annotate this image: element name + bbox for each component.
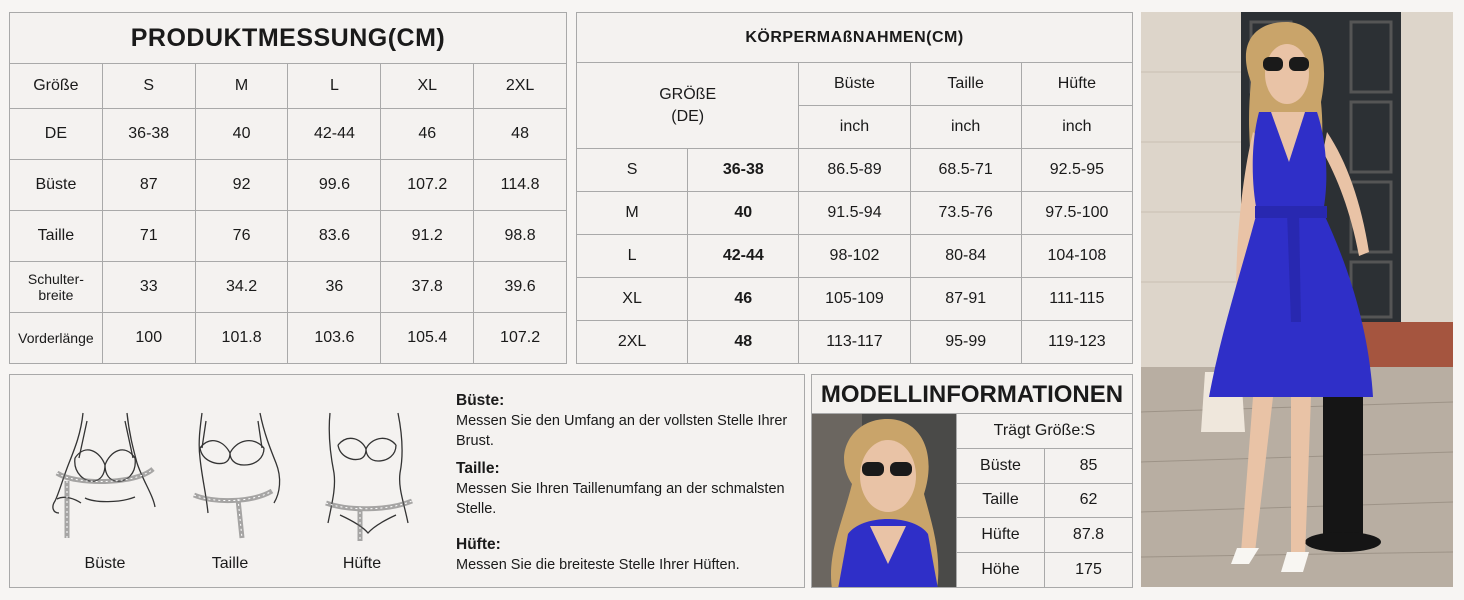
cell: 37.8 xyxy=(381,261,474,312)
table-row xyxy=(10,210,567,261)
table-row xyxy=(10,261,567,312)
cell: 80-84 xyxy=(910,235,1021,278)
row-label: DE xyxy=(10,108,103,159)
cell: 98-102 xyxy=(799,235,910,278)
cell: 103.6 xyxy=(288,312,381,363)
size-cell: L xyxy=(577,235,688,278)
cell: 97.5-100 xyxy=(1021,192,1132,235)
waist-figure-label: Taille xyxy=(211,555,249,572)
body-header-waist: Taille xyxy=(910,63,1021,106)
bust-figure-icon xyxy=(45,403,165,543)
row-label: Schulter- breite xyxy=(10,261,103,312)
cell: 100 xyxy=(102,312,195,363)
cell: 86.5-89 xyxy=(799,149,910,192)
cell: 39.6 xyxy=(474,261,567,312)
model-info-table xyxy=(956,413,1133,588)
cell: 73.5-76 xyxy=(910,192,1021,235)
body-header-bust: Büste xyxy=(799,63,910,106)
model-portrait-image xyxy=(811,413,957,588)
cell: 34.2 xyxy=(195,261,288,312)
cell: 71 xyxy=(102,210,195,261)
table-row xyxy=(577,192,1133,235)
table-row xyxy=(10,108,567,159)
bust-instruction-heading: Büste: xyxy=(456,392,505,409)
model-info-panel xyxy=(811,374,1133,588)
product-table-title: PRODUKTMESSUNG(CM) xyxy=(10,13,567,64)
body-measurement-panel xyxy=(576,12,1133,364)
bust-figure-label: Büste xyxy=(84,555,126,572)
cell: 107.2 xyxy=(474,312,567,363)
model-value: 175 xyxy=(1045,553,1133,588)
cell: 91.5-94 xyxy=(799,192,910,235)
de-cell: 46 xyxy=(688,278,799,321)
model-value: 62 xyxy=(1045,483,1133,518)
product-header-xl: XL xyxy=(381,64,474,109)
cell: 101.8 xyxy=(195,312,288,363)
product-header-2xl: 2XL xyxy=(474,64,567,109)
model-wears-size: Trägt Größe:S xyxy=(957,414,1133,449)
product-measurement-panel xyxy=(9,12,567,364)
measuring-guide-panel xyxy=(9,374,805,588)
de-cell: 40 xyxy=(688,192,799,235)
cell: 111-115 xyxy=(1021,278,1132,321)
table-row xyxy=(577,321,1133,364)
body-header-hip: Hüfte xyxy=(1021,63,1132,106)
table-row xyxy=(10,312,567,363)
model-label: Taille xyxy=(957,483,1045,518)
de-cell: 42-44 xyxy=(688,235,799,278)
table-row xyxy=(577,235,1133,278)
cell: 105-109 xyxy=(799,278,910,321)
hip-instruction-text: Messen Sie die breiteste Stelle Ihrer Hüften. xyxy=(456,557,740,573)
hip-instruction xyxy=(456,535,796,575)
cell: 33 xyxy=(102,261,195,312)
hip-figure-label: Hüfte xyxy=(342,555,382,572)
cell: 105.4 xyxy=(381,312,474,363)
cell: 91.2 xyxy=(381,210,474,261)
cell: 119-123 xyxy=(1021,321,1132,364)
body-unit-waist: inch xyxy=(910,106,1021,149)
row-label: Taille xyxy=(10,210,103,261)
table-row xyxy=(957,518,1133,553)
size-cell: S xyxy=(577,149,688,192)
cell: 107.2 xyxy=(381,159,474,210)
de-cell: 36-38 xyxy=(688,149,799,192)
size-cell: M xyxy=(577,192,688,235)
cell: 76 xyxy=(195,210,288,261)
table-row xyxy=(957,483,1133,518)
cell: 36 xyxy=(288,261,381,312)
cell: 98.8 xyxy=(474,210,567,261)
bust-instruction-text: Messen Sie den Umfang an der vollsten Stelle Ihrer Brust. xyxy=(456,413,788,449)
bust-instruction xyxy=(456,391,796,451)
model-label: Büste xyxy=(957,448,1045,483)
cell: 95-99 xyxy=(910,321,1021,364)
cell: 48 xyxy=(474,108,567,159)
table-row xyxy=(10,159,567,210)
de-cell: 48 xyxy=(688,321,799,364)
waist-figure-icon xyxy=(172,403,292,543)
product-photo xyxy=(1141,12,1453,587)
model-value: 87.8 xyxy=(1045,518,1133,553)
size-cell: 2XL xyxy=(577,321,688,364)
table-row xyxy=(577,278,1133,321)
body-unit-bust: inch xyxy=(799,106,910,149)
table-row xyxy=(957,553,1133,588)
waist-instruction xyxy=(456,459,796,519)
table-row xyxy=(957,448,1133,483)
cell: 36-38 xyxy=(102,108,195,159)
size-cell: XL xyxy=(577,278,688,321)
cell: 46 xyxy=(381,108,474,159)
cell: 114.8 xyxy=(474,159,567,210)
cell: 104-108 xyxy=(1021,235,1132,278)
row-label: Büste xyxy=(10,159,103,210)
model-label: Höhe xyxy=(957,553,1045,588)
product-header-size: Größe xyxy=(10,64,103,109)
cell: 87 xyxy=(102,159,195,210)
hip-figure-icon xyxy=(308,403,428,543)
model-value: 85 xyxy=(1045,448,1133,483)
cell: 87-91 xyxy=(910,278,1021,321)
waist-instruction-heading: Taille: xyxy=(456,460,500,477)
table-row xyxy=(577,149,1133,192)
cell: 92.5-95 xyxy=(1021,149,1132,192)
product-header-m: M xyxy=(195,64,288,109)
row-label: Vorderlänge xyxy=(10,312,103,363)
product-header-l: L xyxy=(288,64,381,109)
product-header-s: S xyxy=(102,64,195,109)
cell: 113-117 xyxy=(799,321,910,364)
cell: 99.6 xyxy=(288,159,381,210)
body-unit-hip: inch xyxy=(1021,106,1132,149)
cell: 92 xyxy=(195,159,288,210)
model-label: Hüfte xyxy=(957,518,1045,553)
model-info-title: MODELLINFORMATIONEN xyxy=(811,374,1133,414)
hip-instruction-heading: Hüfte: xyxy=(456,536,501,553)
body-table-title: KÖRPERMAßNAHMEN(CM) xyxy=(577,13,1133,63)
cell: 42-44 xyxy=(288,108,381,159)
cell: 83.6 xyxy=(288,210,381,261)
waist-instruction-text: Messen Sie Ihren Taillenumfang an der schmalsten Stelle. xyxy=(456,481,785,517)
body-measurement-table xyxy=(576,12,1133,364)
body-header-size: GRÖßE (DE) xyxy=(577,63,799,149)
product-measurement-table xyxy=(9,12,567,364)
cell: 40 xyxy=(195,108,288,159)
cell: 68.5-71 xyxy=(910,149,1021,192)
